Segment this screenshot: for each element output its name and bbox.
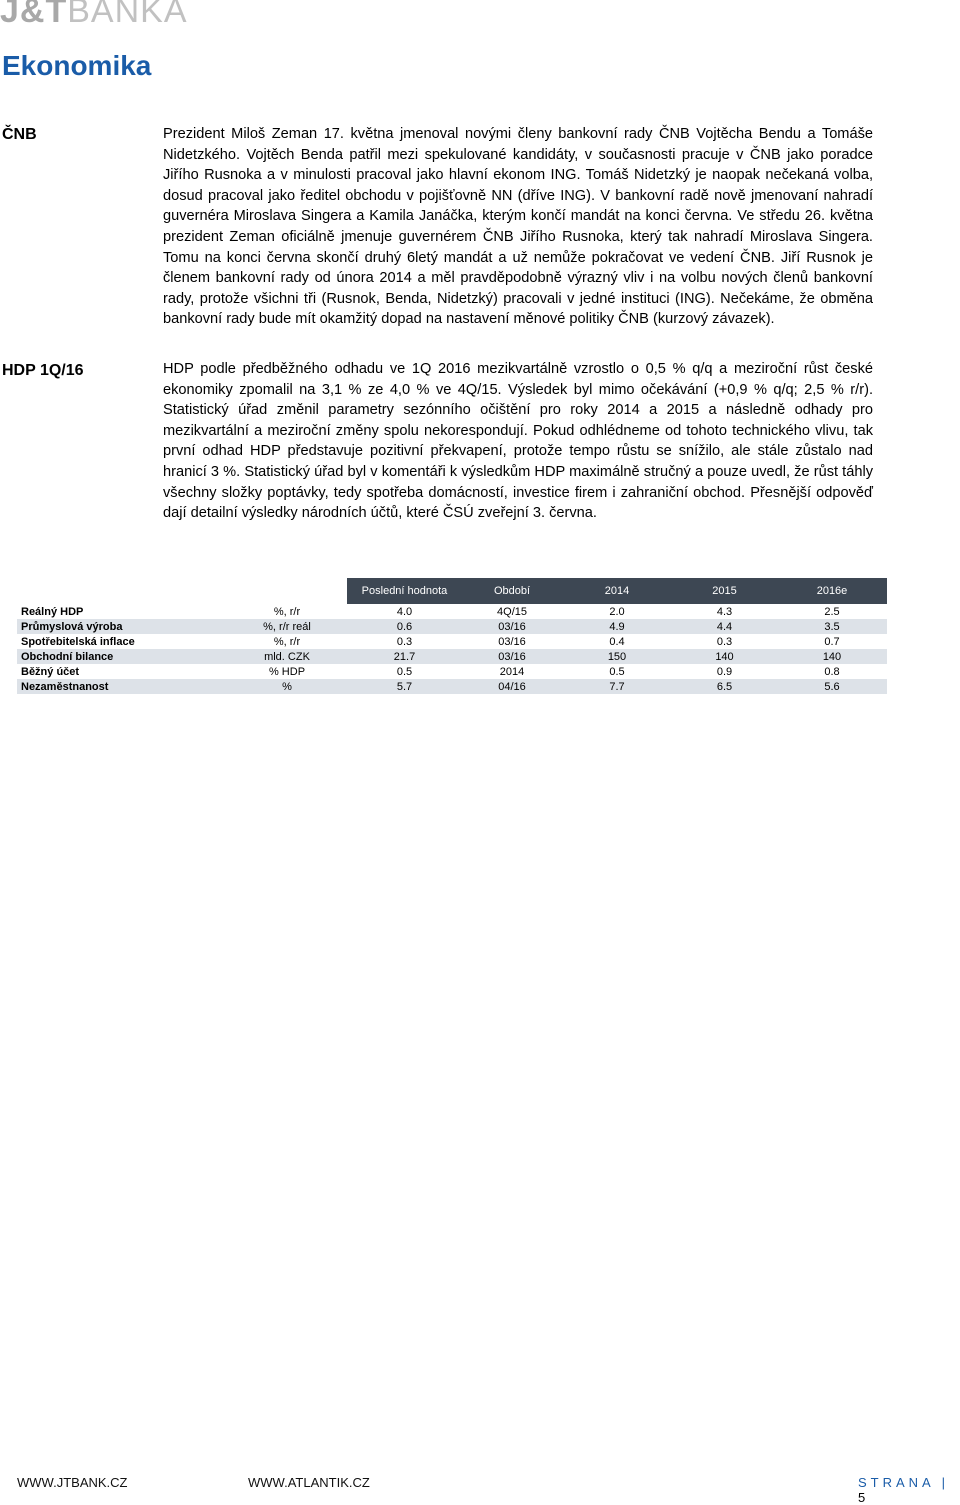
table-row [17, 604, 887, 619]
section-label-cnb: ČNB [2, 126, 37, 143]
header-period: Období [462, 578, 562, 604]
header-2014: 2014 [562, 578, 672, 604]
row-2014: 2.0 [562, 604, 672, 619]
row-2014: 7.7 [562, 679, 672, 694]
row-2015: 140 [672, 649, 777, 664]
row-2015: 6.5 [672, 679, 777, 694]
row-unit: mld. CZK [227, 649, 347, 664]
row-unit: %, r/r reál [227, 619, 347, 634]
row-period: 2014 [462, 664, 562, 679]
row-last: 0.5 [347, 664, 462, 679]
section-body-hdp: HDP podle předběžného odhadu ve 1Q 2016 mezikvartálně vzrostlo o 0,5 % q/q a meziroční růst české ekonomiky zpomalil na 3,1 % ze 4,0 % ve 4Q/15. Výsledek byl mimo očekávání (+0,9 % q/q; 2,5 % r/r). Statistický úřad změnil parametry sezónního očištění pro roky 2014 a 2015 a následně odhady pro mezikvartální a meziroční změny spolu nekorespondují. Pokud odhlédneme od tohoto technického vlivu, tak první odhad HDP představuje pozitivní překvapení, protože tempo růstu se snížilo, ale stále zůstalo nad hranicí 3 %. Statistický úřad byl v komentáři k výsledkům HDP maximálně stručný a pouze uvedl, že růst táhly všechny složky poptávky, tedy spotřeba domácností, investice firem i zahraniční obchod. Přesnější odpověď dají detailní výsledky národních účtů, které ČSÚ zveřejní 3. června. [163, 361, 873, 522]
row-2014: 0.5 [562, 664, 672, 679]
header-blank-label [17, 578, 227, 604]
row-2016e: 2.5 [777, 604, 887, 619]
section-body-cnb: Prezident Miloš Zeman 17. května jmenoval novými členy bankovní rady ČNB Vojtěcha Bendu a Tomáše Nidetzkého. Vojtěch Benda patřil mezi spekulované kandidáty, v současnosti pracuje v ČNB jako poradce Jiřího Rusnoka a v minulosti pracoval jako hlavní ekonom ING. Tomáš Nidetzký je naopak nečekaná volba, dosud pracoval jako ředitel obchodu v pojišťovně NN (dříve ING). V bankovní radě nově jmenovaní nahradí guvernéra Miroslava Singera a Kamila Janáčka, kterým končí mandát na konci června. Ve středu 26. května prezident Zeman oficiálně jmenuje guvernérem ČNB Jiřího Rusnoka, který tak nahradí Miroslava Singera. Tomu na konci června skončí druhý 6letý mandát a už nemůže pokračovat ve vedení ČNB. Jiří Rusnok je členem bankovní rady od února 2014 a měl pravděpodobně výrazný vliv i na volbu nových členů bankovní rady, protože všichni tři (Rusnok, Benda, Nidetzký) pracovali v jedné instituci (ING). Nečekáme, že obměna bankovní rady bude mít okamžitý dopad na nastavení měnové politiky ČNB (kurzový závazek). [163, 126, 873, 328]
row-2015: 0.9 [672, 664, 777, 679]
row-2016e: 3.5 [777, 619, 887, 634]
header-2015: 2015 [672, 578, 777, 604]
row-label: Běžný účet [17, 664, 227, 679]
row-period: 04/16 [462, 679, 562, 694]
row-unit: % HDP [227, 664, 347, 679]
header-2016e: 2016e [777, 578, 887, 604]
header-blank-unit [227, 578, 347, 604]
row-label: Nezaměstnanost [17, 679, 227, 694]
row-last: 0.3 [347, 634, 462, 649]
row-unit: %, r/r [227, 604, 347, 619]
row-2016e: 0.7 [777, 634, 887, 649]
table-header-row [17, 578, 887, 604]
table-row [17, 649, 887, 664]
row-period: 03/16 [462, 649, 562, 664]
row-2016e: 140 [777, 649, 887, 664]
row-unit: %, r/r [227, 634, 347, 649]
row-period: 03/16 [462, 634, 562, 649]
footer-page-word: STRANA [858, 1475, 935, 1490]
row-label: Reálný HDP [17, 604, 227, 619]
row-last: 0.6 [347, 619, 462, 634]
row-2015: 0.3 [672, 634, 777, 649]
row-label: Spotřebitelská inflace [17, 634, 227, 649]
logo-banka: BANKA [67, 0, 188, 30]
section-label-hdp: HDP 1Q/16 [2, 362, 84, 379]
row-last: 5.7 [347, 679, 462, 694]
page-title: Ekonomika [2, 50, 152, 81]
macro-indicators-table [17, 578, 887, 694]
row-last: 4.0 [347, 604, 462, 619]
row-2014: 4.9 [562, 619, 672, 634]
table-row [17, 634, 887, 649]
footer-link-jtbank[interactable]: WWW.JTBANK.CZ [17, 1475, 128, 1490]
table-row [17, 679, 887, 694]
row-2016e: 0.8 [777, 664, 887, 679]
row-2015: 4.3 [672, 604, 777, 619]
row-label: Průmyslová výroba [17, 619, 227, 634]
footer-link-atlantik[interactable]: WWW.ATLANTIK.CZ [248, 1475, 370, 1490]
jt-banka-logo [0, 0, 188, 28]
row-2014: 150 [562, 649, 672, 664]
row-label: Obchodní bilance [17, 649, 227, 664]
header-last-value: Poslední hodnota [347, 578, 462, 604]
table-row [17, 664, 887, 679]
row-2014: 0.4 [562, 634, 672, 649]
row-2015: 4.4 [672, 619, 777, 634]
row-2016e: 5.6 [777, 679, 887, 694]
footer-page-separator: | [941, 1475, 950, 1490]
footer-page-number: 5 [858, 1490, 866, 1505]
row-period: 03/16 [462, 619, 562, 634]
logo-jt: J&T [0, 0, 68, 30]
row-unit: % [227, 679, 347, 694]
row-period: 4Q/15 [462, 604, 562, 619]
footer-page-indicator [858, 1475, 960, 1505]
row-last: 21.7 [347, 649, 462, 664]
table-row [17, 619, 887, 634]
